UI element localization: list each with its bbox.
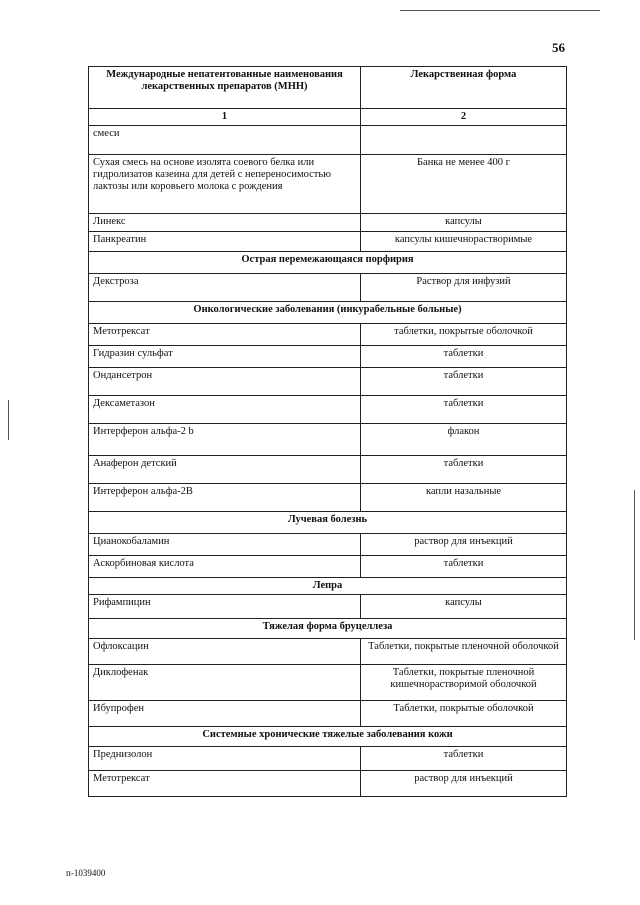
drug-name: Панкреатин [89,232,361,252]
dosage-form: флакон [361,424,567,456]
dosage-form [361,126,567,155]
dosage-form: Банка не менее 400 г [361,155,567,214]
drug-name: Сухая смесь на основе изолята соевого белка или гидролизатов казеина для детей с непереносимостью лактозы или коровьего молока с рождения [89,155,361,214]
table-row [89,155,567,214]
header-form: Лекарственная форма [361,67,567,109]
table-row [89,747,567,771]
table-row [89,665,567,701]
drug-name: Диклофенак [89,665,361,701]
section-title: Острая перемежающаяся порфирия [89,252,567,274]
section-title: Системные хронические тяжелые заболевания кожи [89,727,567,747]
dosage-form: Таблетки, покрытые пленочной кишечнорастворимой оболочкой [361,665,567,701]
table-row [89,701,567,727]
drug-name: Аскорбиновая кислота [89,556,361,578]
table-body [89,126,567,797]
drug-name: Гидразин сульфат [89,346,361,368]
dosage-form: таблетки [361,396,567,424]
drug-name: Метотрексат [89,324,361,346]
drug-name: Декстроза [89,274,361,302]
drug-name: Офлоксацин [89,639,361,665]
drug-name: Преднизолон [89,747,361,771]
dosage-form: таблетки [361,346,567,368]
table-row [89,126,567,155]
drug-name: Ондансетрон [89,368,361,396]
scan-mark-right [634,490,635,640]
section-row [89,578,567,595]
dosage-form: таблетки [361,456,567,484]
table-row [89,346,567,368]
header-inn: Международные непатентованные наименования лекарственных препаратов (МНН) [89,67,361,109]
section-row [89,619,567,639]
section-title: Лучевая болезнь [89,512,567,534]
page-number: 56 [552,40,565,55]
drug-name: Интерферон альфа-2 b [89,424,361,456]
section-row [89,252,567,274]
drug-name: Анаферон детский [89,456,361,484]
footer-code: п-1039400 [66,868,106,878]
table-row [89,232,567,252]
section-title: Тяжелая форма бруцеллеза [89,619,567,639]
table-row [89,456,567,484]
drug-name: Дексаметазон [89,396,361,424]
drug-name: Цианокобаламин [89,534,361,556]
table-row [89,639,567,665]
dosage-form: раствор для инъекций [361,534,567,556]
section-title: Онкологические заболевания (инкурабельные больные) [89,302,567,324]
table-row [89,424,567,456]
dosage-form: капсулы [361,214,567,232]
table-row [89,534,567,556]
table-row [89,484,567,512]
section-row [89,727,567,747]
table-row [89,214,567,232]
drug-name: Линекс [89,214,361,232]
dosage-form: капсулы [361,595,567,619]
table-row [89,771,567,797]
drug-name: Метотрексат [89,771,361,797]
dosage-form: Таблетки, покрытые пленочной оболочкой [361,639,567,665]
dosage-form: таблетки [361,556,567,578]
section-title: Лепра [89,578,567,595]
dosage-form: капли назальные [361,484,567,512]
header-num-2: 2 [361,109,567,126]
scan-mark-left [8,400,9,440]
section-row [89,302,567,324]
dosage-form: таблетки, покрытые оболочкой [361,324,567,346]
table-row [89,396,567,424]
drug-name: Интерферон альфа-2В [89,484,361,512]
table-row [89,324,567,346]
dosage-form: капсулы кишечнорастворимые [361,232,567,252]
table-row [89,556,567,578]
table-row [89,368,567,396]
dosage-form: таблетки [361,747,567,771]
dosage-form: Раствор для инфузий [361,274,567,302]
table-row [89,595,567,619]
dosage-form: раствор для инъекций [361,771,567,797]
dosage-form: Таблетки, покрытые оболочкой [361,701,567,727]
drug-table [88,66,567,797]
header-num-1: 1 [89,109,361,126]
table-row [89,274,567,302]
drug-name: смеси [89,126,361,155]
drug-name: Рифампицин [89,595,361,619]
drug-name: Ибупрофен [89,701,361,727]
dosage-form: таблетки [361,368,567,396]
scan-mark-top [400,10,600,11]
section-row [89,512,567,534]
